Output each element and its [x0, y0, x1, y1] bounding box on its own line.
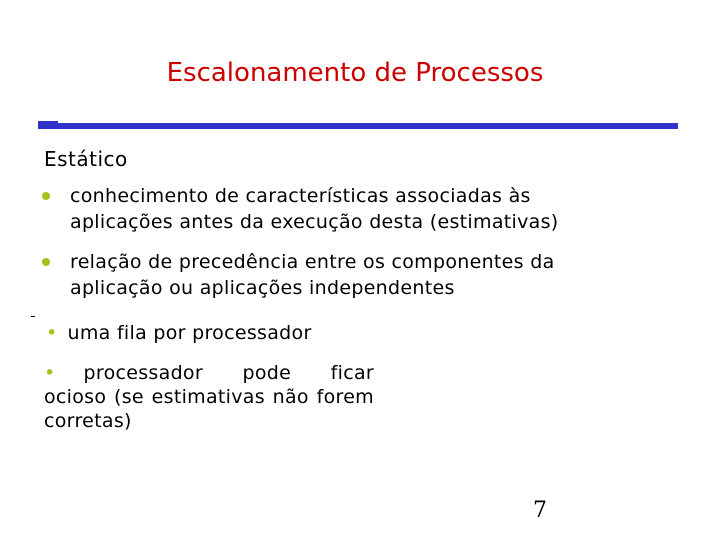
sub-bullet-2	[44, 361, 374, 433]
page-number: 7	[533, 498, 547, 523]
sub-bullet-icon: •	[44, 362, 56, 384]
sub-bullet-1	[46, 322, 312, 344]
sub-bullet-2-text: processador pode ficar ocioso (se estimativas não forem corretas)	[44, 362, 374, 432]
bullet-2-line-1: relação de precedência entre os componentes da	[70, 251, 555, 273]
section-heading: Estático	[44, 147, 128, 171]
bullet-dot-icon	[42, 258, 50, 266]
sub-bullet-icon: •	[46, 322, 58, 344]
bullet-2-line-2: aplicação ou aplicações independentes	[70, 277, 455, 299]
bullet-item-1	[42, 183, 662, 235]
bullet-1-line-1: conhecimento de características associadas às	[70, 185, 531, 207]
stray-mark	[31, 316, 35, 317]
bullet-item-2	[42, 249, 662, 301]
slide-title: Escalonamento de Processos	[166, 58, 544, 88]
title-rule	[38, 123, 678, 129]
bullet-dot-icon	[42, 192, 50, 200]
bullet-1-line-2: aplicações antes da execução desta (estimativas)	[70, 211, 559, 233]
sub-bullet-1-text: uma fila por processador	[67, 322, 312, 344]
